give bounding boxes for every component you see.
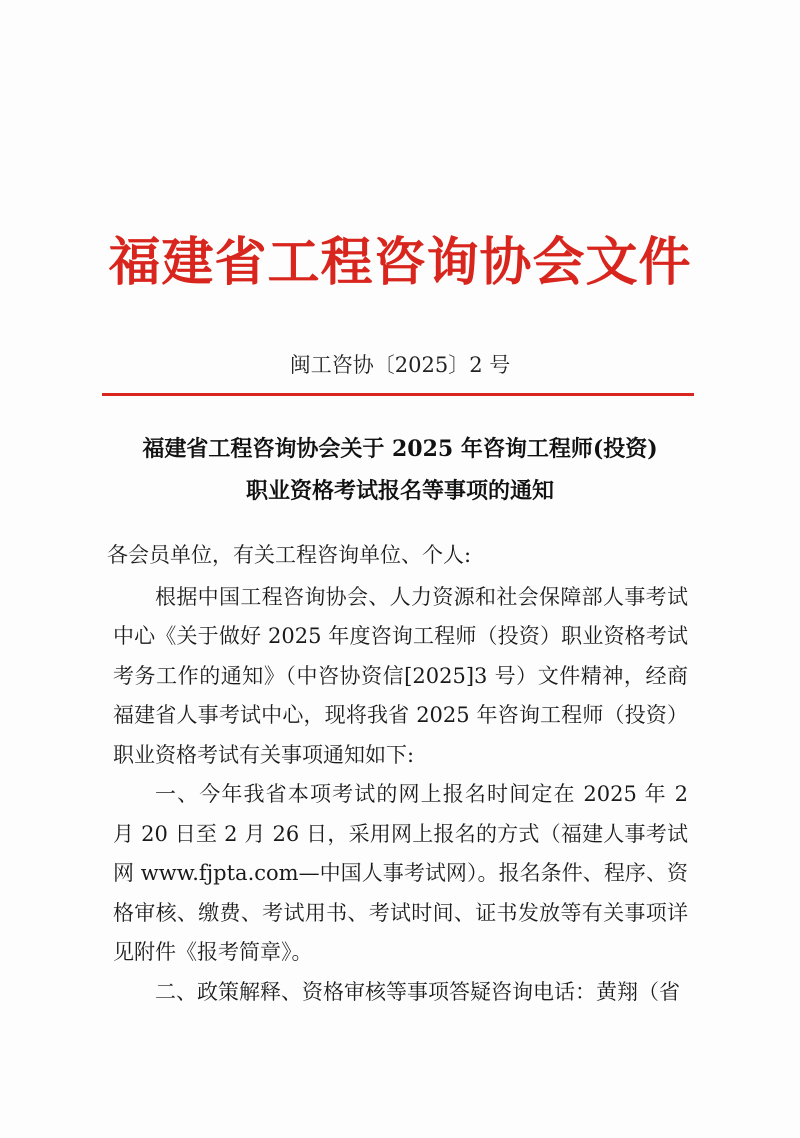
notice-title-line-2: 职业资格考试报名等事项的通知 [245, 478, 554, 504]
paragraph-basis: 根据中国工程咨询协会、人力资源和社会保障部人事考试中心《关于做好 2025 年度咨询工程师（投资）职业资格考试考务工作的通知》（中咨协资信[2025]3 号）文件精神，经商福建省人事考试中心，现将我省 2025 年咨询工程师（投资）职业资格考试有关事项通知如下: [113, 584, 688, 767]
notice-title [0, 428, 800, 512]
paragraph-consultation: 二、政策解释、资格审核等事项答疑咨询电话：黄翔（省 [155, 979, 680, 1004]
notice-title-line-1: 福建省工程咨询协会关于 2025 年咨询工程师(投资) [142, 436, 658, 462]
document-number: 闽工咨协〔2025〕2 号 [289, 353, 511, 377]
issuer-title: 福建省工程咨询协会文件 [108, 232, 692, 293]
notice-body [107, 536, 688, 1012]
paragraph-registration: 一、今年我省本项考试的网上报名时间定在 2025 年 2 月 20 日至 2 月 26 日，采用网上报名的方式（福建人事考试网 www.fjpta.com—中国人事考试网）。报名条件、程序、资格审核、缴费、考试用书、考试时间、证书发放等有关事项详见附件《报考简章》。 [113, 782, 688, 964]
salutation: 各会员单位，有关工程咨询单位、个人: [107, 543, 472, 567]
red-divider-line [102, 393, 694, 396]
